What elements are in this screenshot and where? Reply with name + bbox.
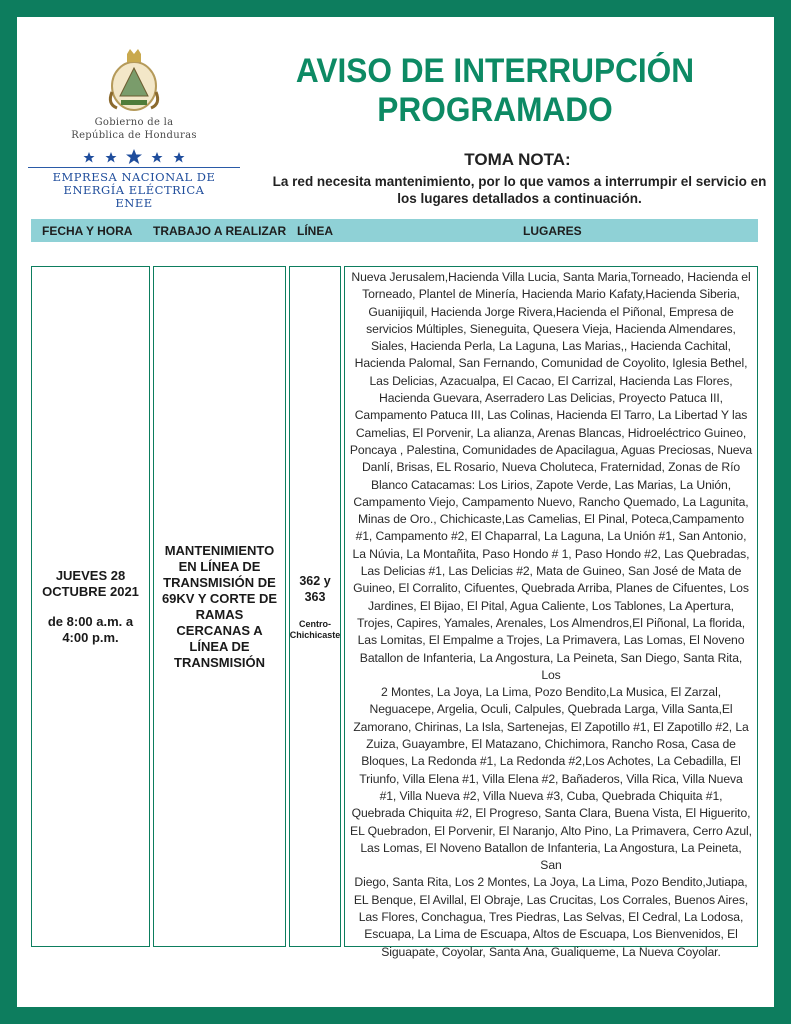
cell-fecha <box>31 266 150 947</box>
lugares-line: Minas de Oro., Chichicaste,Las Camelias, El Pinal, Poteca,Campamento <box>357 512 745 527</box>
lugares-line: La Núvia, La Montañita, Paso Hondo # 1, Paso Hondo #2, Las Quebradas, <box>352 546 750 561</box>
lugares-line: EL Quebradon, El Porvenir, El Naranjo, Alto Pino, La Primavera, Cerro Azul, <box>350 823 752 838</box>
lugares-line: Neguacepe, Argelia, Oculi, Calpules, Quebrada Larga, Villa Santa,El <box>369 702 733 717</box>
intro-text <box>262 173 777 207</box>
hora-line-1: de 8:00 a.m. a <box>47 613 134 629</box>
lugares-line: Danlí, Brisas, EL Rosario, Nueva Choluteca, Fraternidad, Zonas de Río <box>361 460 741 475</box>
honduras-coat-of-arms-icon <box>103 48 165 114</box>
trabajo-line: RAMAS <box>195 606 244 622</box>
fecha-line-1: JUEVES 28 <box>55 567 126 583</box>
lugares-line: Batallon de Infanteria, La Angostura, La Peineta, San Diego, Santa Rita, Los <box>359 650 743 682</box>
trabajo-line: TRANSMISIÓN <box>174 654 265 670</box>
cell-lugares <box>344 266 758 959</box>
lugares-line: Escuapa, La Lima de Escuapa, Altos de Escuapa, Los Bienvenidos, El <box>364 927 738 942</box>
company-line-2: ENERGÍA ELÉCTRICA <box>63 183 205 197</box>
lugares-line: Jardines, El Bijao, El Pital, Agua Caliente, Los Tablones, La Apertura, <box>368 598 734 613</box>
lugares-line: 2 Montes, La Joya, La Lima, Pozo Bendito,La Musica, El Zarzal, <box>381 685 721 700</box>
lugares-line: Zuiza, Guayambre, El Matazano, Chichimora, Rancho Rosa, Casa de <box>366 737 736 752</box>
logo-divider <box>28 167 240 168</box>
lugares-line: Guineo, El Corralito, Cifuentes, Quebrada Arriba, Planes de Cifuentes, Los <box>353 581 749 596</box>
column-header-linea: LÍNEA <box>297 224 333 238</box>
table-header <box>31 219 758 242</box>
lugares-list <box>349 269 753 961</box>
column-header-trabajo: TRABAJO A REALIZAR <box>153 224 287 238</box>
linea-line-1: 362 y <box>299 573 331 588</box>
trabajo-line: TRANSMISIÓN DE <box>163 574 276 590</box>
zona-line-1: Centro- <box>299 618 331 629</box>
trabajo-line: EN LÍNEA DE <box>178 558 261 574</box>
toma-nota-heading: TOMA NOTA: <box>464 150 571 169</box>
lugares-line: Trojes, Capires, Yamales, Arenales, Los Almendros,El Piñonal, La florida, <box>356 615 746 630</box>
column-header-fecha: FECHA Y HORA <box>42 224 133 238</box>
hora-line-2: 4:00 p.m. <box>62 629 119 645</box>
enee-logo <box>28 42 240 217</box>
cell-trabajo <box>153 266 286 947</box>
trabajo-line: 69KV Y CORTE DE <box>161 590 278 606</box>
company-line-3: ENEE <box>115 196 153 210</box>
lugares-line: Las Delicias #1, Las Delicias #2, Mata de Guineo, San José de Mata de <box>360 564 742 579</box>
gov-line-2: República de Honduras <box>71 130 197 141</box>
lugares-line: #1, Villa Nueva #2, Villa Nueva #3, Cuba, Quebrada Chiquita #1, <box>379 788 723 803</box>
lugares-line: Blanco Catacamas: Los Lirios, Zapote Verde, Las Marias, La Unión, <box>371 477 731 492</box>
intro-line-2: los lugares detallados a continuación. <box>397 191 642 206</box>
lugares-line: Siales, Hacienda Perla, La Laguna, Las Marias,, Hacienda Cachital, <box>371 339 731 354</box>
lugares-line: Las Delicias, Azacualpa, El Cacao, El Carrizal, Hacienda Las Flores, <box>369 373 733 388</box>
government-name <box>28 116 240 142</box>
linea-line-2: 363 <box>304 589 326 604</box>
gov-line-1: Gobierno de la <box>94 117 174 128</box>
lugares-line: Las Flores, Conchagua, Tres Piedras, Las Selvas, El Cedral, La Lodosa, <box>358 909 744 924</box>
column-header-lugares: LUGARES <box>523 224 582 238</box>
lugares-line: Guanijiquil, Hacienda Jorge Rivera,Hacienda el Piñonal, Empresa de <box>368 304 734 319</box>
lugares-line: Poncaya , Palestina, Comunidades de Apacilagua, Aguas Preciosas, Nueva <box>349 442 753 457</box>
lugares-line: Zamorano, Chirinas, La Isla, Sartenejas, El Zapotillo #1, El Zapotillo #2, La <box>353 719 749 734</box>
lugares-line: Hacienda Guevara, Aserradero Las Delicias, Proyecto Patuca III, <box>379 391 723 406</box>
intro-line-1: La red necesita mantenimiento, por lo que vamos a interrumpir el servicio en <box>272 174 767 189</box>
lugares-line: Torneado, Plantel de Minería, Hacienda Mario Kafaty,Hacienda Siberia, <box>362 287 740 302</box>
lugares-line: #1, Campamento #2, El Chaparral, La Laguna, La Unión #1, San Antonio, <box>355 529 747 544</box>
lugares-line: Campamento Viejo, Campamento Nuevo, Rancho Quemado, La Lagunita, <box>353 494 749 509</box>
fecha-line-2: OCTUBRE 2021 <box>42 583 139 599</box>
company-line-1: EMPRESA NACIONAL DE <box>52 170 216 184</box>
company-name <box>28 171 240 210</box>
lugares-line: Bloques, La Redonda #1, La Redonda #2,Los Achotes, La Cebadilla, El <box>361 754 741 769</box>
five-stars-icon <box>83 149 185 165</box>
lugares-line: Camelias, El Porvenir, La alianza, Arenas Blancas, Hidroeléctrico Guineo, <box>355 425 747 440</box>
trabajo-line: LÍNEA DE <box>189 638 250 654</box>
lugares-line: Las Lomas, El Noveno Batallon de Infanteria, La Angostura, La Peineta, San <box>360 840 742 873</box>
lugares-line: Hacienda Palomal, San Fernando, Comunidad de Coyolito, Iglesia Bethel, <box>354 356 748 371</box>
title-line-1: AVISO DE INTERRUPCIÓN <box>295 52 695 90</box>
lugares-line: Siguapate, Coyolar, Santa Ana, Gualiqueme, La Nueva Coyolar. <box>381 944 721 959</box>
lugares-line: Las Lomitas, El Empalme a Trojes, La Primavera, Las Lomas, El Noveno <box>357 633 745 648</box>
lugares-line: EL Benque, El Avillal, El Obraje, Las Crucitas, Los Corrales, Buenos Aires, <box>353 892 749 907</box>
notice-title <box>267 52 723 130</box>
lugares-line: Diego, Santa Rita, Los 2 Montes, La Joya, La Lima, Pozo Bendito,Jutiapa, <box>354 875 748 890</box>
cell-linea <box>289 266 341 947</box>
lugares-line: Triunfo, Villa Elena #1, Villa Elena #2, Bañaderos, Villa Rica, Villa Nueva <box>359 771 743 786</box>
trabajo-line: CERCANAS A <box>176 622 263 638</box>
lugares-line: servicios Múltiples, Sieneguita, Quesera Vieja, Hacienda Almendares, <box>366 321 736 336</box>
lugares-line: Campamento Patuca III, Las Colinas, Hacienda El Tarro, La Libertad Y las <box>354 408 748 423</box>
title-line-2: PROGRAMADO <box>377 91 613 129</box>
lugares-line: Quebrada Chiquita #2, El Progreso, Santa Clara, Buena Vista, El Higuerito, <box>351 806 751 821</box>
lugares-line: Nueva Jerusalem,Hacienda Villa Lucia, Santa Maria,Torneado, Hacienda el <box>351 270 751 284</box>
trabajo-line: MANTENIMIENTO <box>164 542 275 558</box>
zona-line-2: Chichicaste <box>289 629 341 640</box>
